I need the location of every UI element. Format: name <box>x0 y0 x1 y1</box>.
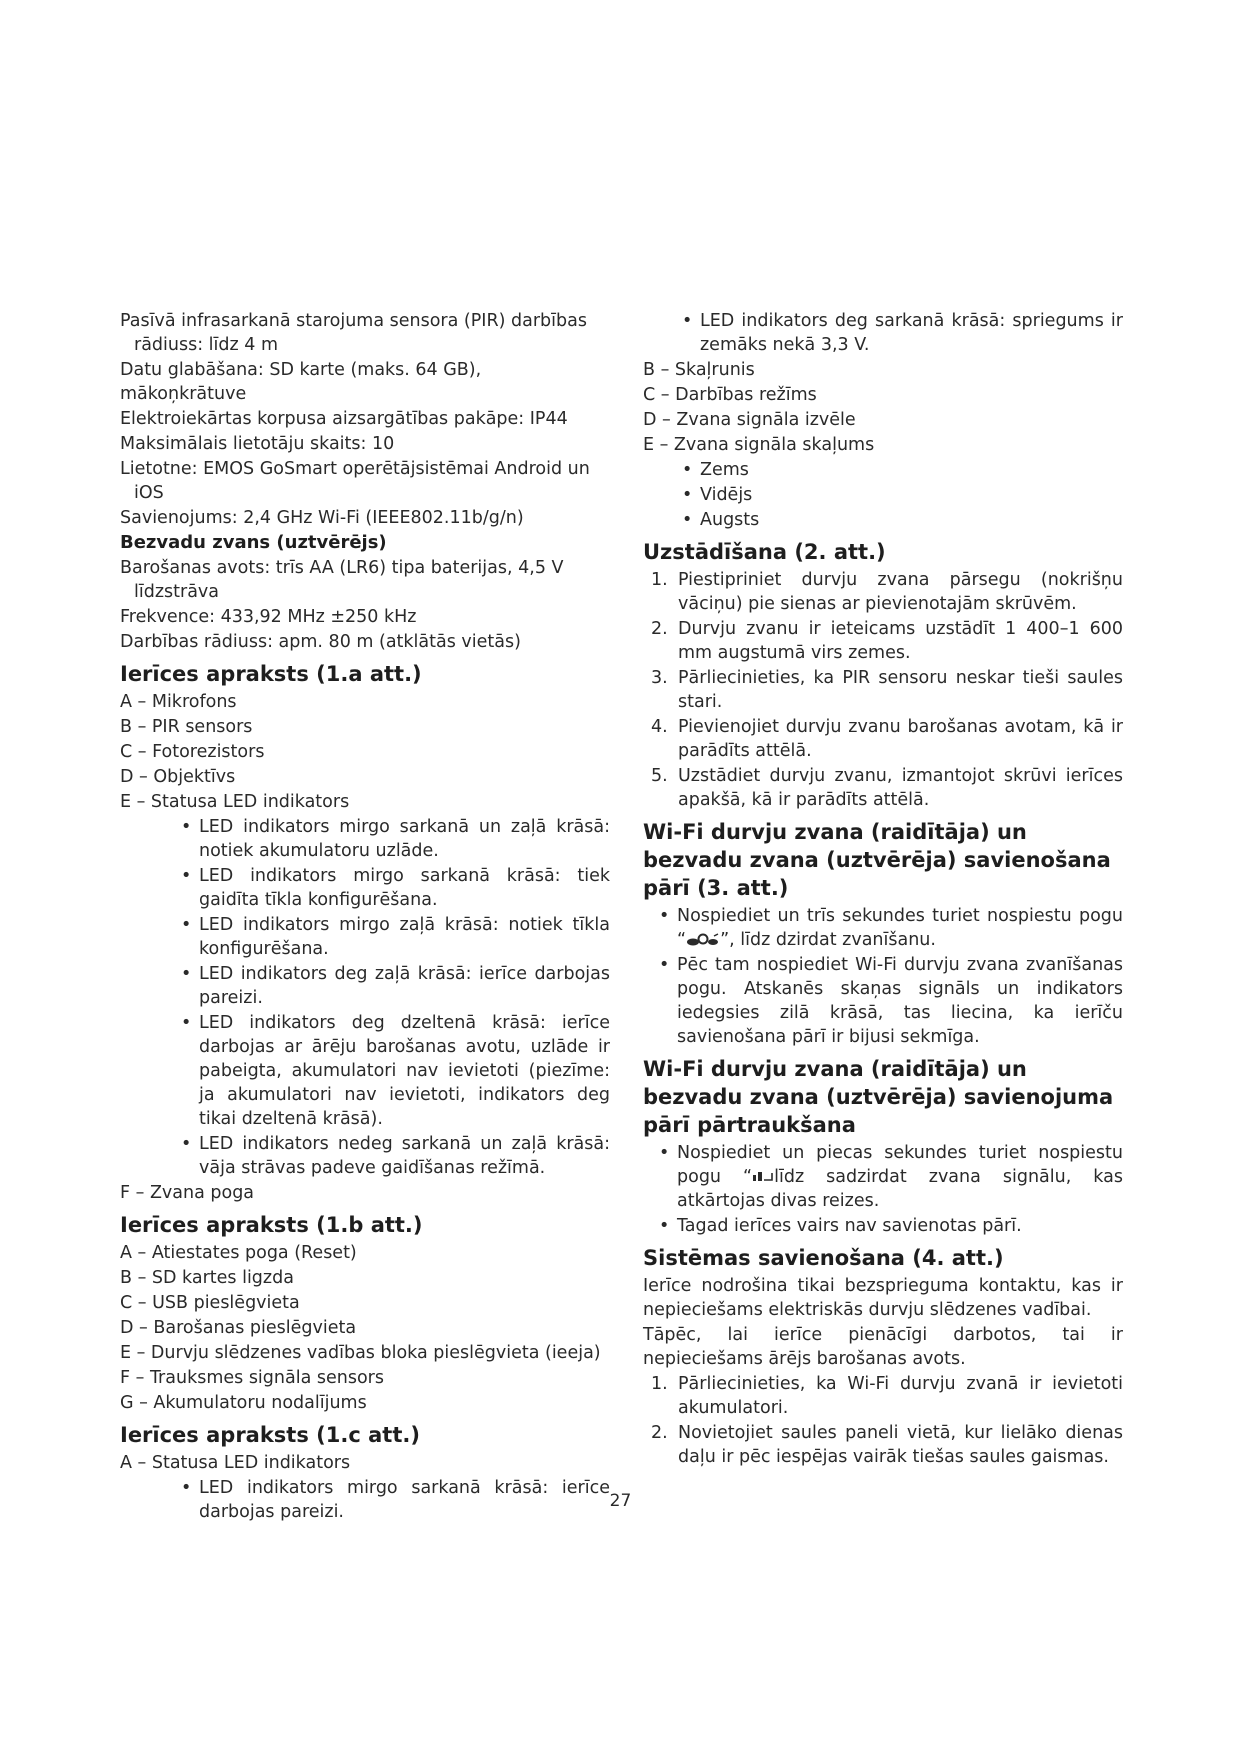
system-paragraph-2: Tāpēc, lai ierīce pienācīgi darbotos, tai ir nepieciešams ārējs barošanas avots. <box>643 1325 1123 1369</box>
spec-connectivity: Savienojums: 2,4 GHz Wi-Fi (IEEE802.11b/g/n) <box>120 508 524 528</box>
list-item: • Augsts <box>682 510 760 530</box>
item-1c-c: C – Darbības režīms <box>643 385 817 405</box>
right-column <box>643 309 1123 1470</box>
list-item: • LED indikators mirgo sarkanā un zaļā krāsā: notiek akumulatoru uzlāde. <box>181 817 610 861</box>
list-item: • LED indikators deg dzeltenā krāsā: ierīce darbojas ar ārēju barošanas avotu, uzlāde ir pabeigta, akumulatori nav ievietoti (piezīme: ja akumulatori nav ievietoti, indikators deg tikai dzeltenā krāsā). <box>181 1013 610 1129</box>
spec-power: Barošanas avots: trīs AA (LR6) tipa baterijas, 4,5 V līdzstrāva <box>120 558 564 602</box>
list-item: 4. Pievienojiet durvju zvanu barošanas avotam, kā ir parādīts attēlā. <box>651 717 1123 761</box>
list-item: • Nospiediet un piecas sekundes turiet nospiestu pogu “ līdz sadzirdat zvana signālu, kas atkārtojas divas reizes. <box>659 1143 1123 1211</box>
item-1a-d: D – Objektīvs <box>120 767 236 787</box>
heading-system-connection: Sistēmas savienošana (4. att.) <box>643 1246 1004 1270</box>
item-1c-b: B – Skaļrunis <box>643 360 755 380</box>
list-item: 1. Piestipriniet durvju zvana pārsegu (nokrišņu vāciņu) pie sienas ar pievienotajām skrūvēm. <box>651 570 1123 614</box>
item-1b-c: C – USB pieslēgvieta <box>120 1293 300 1313</box>
item-1b-b: B – SD kartes ligzda <box>120 1268 294 1288</box>
pairing-list <box>657 904 1123 1049</box>
spec-storage: Datu glabāšana: SD karte (maks. 64 GB), mākoņkrātuve <box>120 360 482 404</box>
spec-frequency: Frekvence: 433,92 MHz ±250 kHz <box>120 607 417 627</box>
led-status-list-cont <box>680 309 1123 357</box>
item-1b-f: F – Trauksmes signāla sensors <box>120 1368 384 1388</box>
item-1c-d: D – Zvana signāla izvēle <box>643 410 856 430</box>
list-item: 1. Pārliecinieties, ka Wi-Fi durvju zvanā ir ievietoti akumulatori. <box>651 1374 1123 1418</box>
list-item: • LED indikators mirgo sarkanā krāsā: tiek gaidīta tīkla konfigurēšana. <box>181 866 610 910</box>
list-item: 5. Uzstādiet durvju zvanu, izmantojot skrūvi ierīces apakšā, kā ir parādīts attēlā. <box>651 766 1123 810</box>
list-item: • LED indikators nedeg sarkanā un zaļā krāsā: vāja strāvas padeve gaidīšanas režīmā. <box>181 1134 610 1178</box>
item-1a-a: A – Mikrofons <box>120 692 237 712</box>
list-item: 2. Novietojiet saules paneli vietā, kur lielāko dienas daļu ir pēc iespējas vairāk tiešas saules gaismas. <box>651 1423 1123 1467</box>
item-1b-d: D – Barošanas pieslēgvieta <box>120 1318 357 1338</box>
system-paragraph-1: Ierīce nodrošina tikai bezsprieguma kontaktu, kas ir nepieciešams elektriskās durvju slēdzenes vadībai. <box>643 1276 1123 1320</box>
system-steps <box>643 1372 1123 1469</box>
spec-max-users: Maksimālais lietotāju skaits: 10 <box>120 434 395 454</box>
heading-unpairing: Wi-Fi durvju zvana (raidītāja) un bezvadu zvana (uztvērēja) savienojuma pārī pārtraukšana <box>643 1057 1114 1137</box>
spec-range: Darbības rādiuss: apm. 80 m (atklātās vietās) <box>120 632 521 652</box>
volume-levels-list <box>680 458 1123 532</box>
item-1a-c: C – Fotorezistors <box>120 742 265 762</box>
item-1b-e: E – Durvju slēdzenes vadības bloka pieslēgvieta (ieeja) <box>120 1343 601 1363</box>
item-1b-a: A – Atiestates poga (Reset) <box>120 1243 357 1263</box>
item-1a-f: F – Zvana poga <box>120 1183 255 1203</box>
list-item: • LED indikators mirgo zaļā krāsā: notiek tīkla konfigurēšana. <box>181 915 610 959</box>
list-item: • LED indikators mirgo sarkanā krāsā: ierīce darbojas pareizi. <box>181 1478 610 1522</box>
item-1a-e: E – Statusa LED indikators <box>120 792 350 812</box>
list-item: • LED indikators deg sarkanā krāsā: spriegums ir zemāks nekā 3,3 V. <box>682 311 1123 355</box>
heading-installation: Uzstādīšana (2. att.) <box>643 540 886 564</box>
unpairing-button-icon <box>752 1170 774 1184</box>
list-item: • Nospiediet un trīs sekundes turiet nospiestu pogu “ ”, līdz dzirdat zvanīšanu. <box>659 906 1123 950</box>
heading-1b: Ierīces apraksts (1.b att.) <box>120 1213 423 1237</box>
led-status-list <box>179 815 610 1180</box>
subheading-receiver: Bezvadu zvans (uztvērējs) <box>120 532 387 553</box>
list-item: 3. Pārliecinieties, ka PIR sensoru neskar tieši saules stari. <box>651 668 1123 712</box>
list-item: • LED indikators deg zaļā krāsā: ierīce darbojas pareizi. <box>181 964 610 1008</box>
unpairing-list <box>657 1141 1123 1238</box>
heading-pairing: Wi-Fi durvju zvana (raidītāja) un bezvadu zvana (uztvērēja) savienošana pārī (3. att.) <box>643 820 1111 900</box>
installation-steps <box>643 568 1123 812</box>
list-item: 2. Durvju zvanu ir ieteicams uzstādīt 1 400–1 600 mm augstumā virs zemes. <box>651 619 1123 663</box>
spec-ip-rating: Elektroiekārtas korpusa aizsargātības pakāpe: IP44 <box>120 409 568 429</box>
list-item: • Vidējs <box>682 485 753 505</box>
list-item: • Pēc tam nospiediet Wi-Fi durvju zvana zvanīšanas pogu. Atskanēs skaņas signāls un indikators iedegsies zilā krāsā, tas liecina, ka ierīču savienošana pārī ir bijusi sekmīga. <box>659 955 1123 1047</box>
list-item: • Tagad ierīces vairs nav savienotas pārī. <box>659 1216 1022 1236</box>
page-number: 27 <box>609 1491 632 1511</box>
item-1c-e: E – Zvana signāla skaļums <box>643 435 875 455</box>
heading-1a: Ierīces apraksts (1.a att.) <box>120 662 422 686</box>
spec-app: Lietotne: EMOS GoSmart operētājsistēmai Android un iOS <box>120 459 590 503</box>
heading-1c: Ierīces apraksts (1.c att.) <box>120 1423 420 1447</box>
item-1b-g: G – Akumulatoru nodalījums <box>120 1393 367 1413</box>
list-item: • Zems <box>682 460 749 480</box>
pairing-button-icon <box>686 933 720 947</box>
spec-pir-range: Pasīvā infrasarkanā starojuma sensora (PIR) darbības rādiuss: līdz 4 m <box>120 311 587 355</box>
item-1c-a: A – Statusa LED indikators <box>120 1453 351 1473</box>
item-1a-b: B – PIR sensors <box>120 717 253 737</box>
left-column <box>120 309 610 1525</box>
